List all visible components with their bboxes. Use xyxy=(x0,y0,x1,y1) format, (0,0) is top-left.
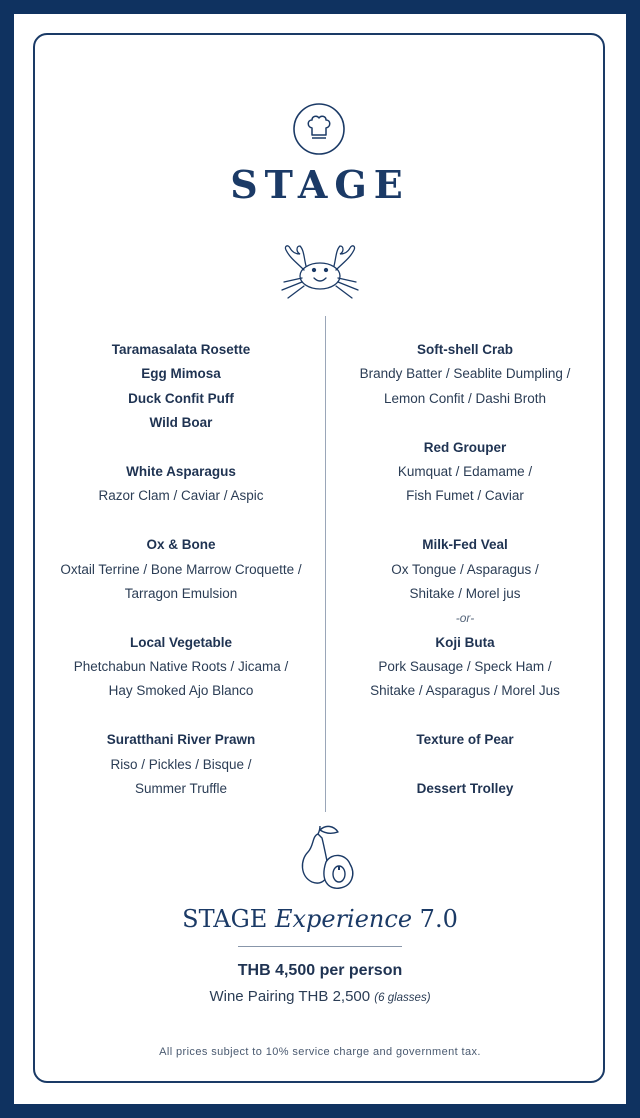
course-description: Hay Smoked Ajo Blanco xyxy=(108,683,254,699)
course-gap xyxy=(315,411,615,435)
course-title: Texture of Pear xyxy=(416,732,514,748)
or-separator: -or- xyxy=(455,611,475,626)
course-title: Red Grouper xyxy=(423,439,507,455)
left-menu-column xyxy=(31,338,331,801)
crab-icon xyxy=(274,240,366,304)
experience-version: 7.0 xyxy=(419,905,458,933)
course-gap xyxy=(31,509,331,533)
course-description: Kumquat / Edamame / xyxy=(397,463,533,479)
course-gap xyxy=(31,704,331,728)
course-description: Razor Clam / Caviar / Aspic xyxy=(98,488,264,504)
course-title: Wild Boar xyxy=(149,415,213,431)
course-title: Suratthani River Prawn xyxy=(106,732,256,748)
course-description: Summer Truffle xyxy=(134,781,228,797)
course-title: Dessert Trolley xyxy=(416,781,514,797)
course-description: Ox Tongue / Asparagus / xyxy=(391,561,539,577)
course-title: Soft-shell Crab xyxy=(416,342,513,357)
course-title: White Asparagus xyxy=(126,463,236,479)
course-title: Ox & Bone xyxy=(146,537,216,553)
footnote: All prices subject to 10% service charge and government tax. xyxy=(159,1046,481,1058)
course-description: Shitake / Morel jus xyxy=(409,585,521,601)
price-text: THB 4,500 per person xyxy=(237,962,403,979)
course-title: Local Vegetable xyxy=(129,634,233,650)
course-description: Fish Fumet / Caviar xyxy=(406,488,524,504)
course-title: Milk-Fed Veal xyxy=(422,537,508,553)
course-description: Lemon Confit / Dashi Broth xyxy=(383,390,547,406)
course-description: Riso / Pickles / Bisque / xyxy=(110,756,252,772)
wine-pairing-text: Wine Pairing THB 2,500 xyxy=(209,988,371,1005)
course-description: Brandy Batter / Seablite Dumpling / xyxy=(359,366,571,382)
chef-hat-icon xyxy=(292,102,346,156)
course-title: Duck Confit Puff xyxy=(128,390,234,406)
course-gap xyxy=(31,436,331,460)
course-title: Egg Mimosa xyxy=(141,366,221,382)
course-gap xyxy=(315,753,615,777)
pear-icon xyxy=(292,822,364,894)
wine-pairing-note: (6 glasses) xyxy=(374,992,431,1004)
course-gap xyxy=(315,509,615,533)
experience-title xyxy=(0,905,640,933)
course-title: Koji Buta xyxy=(435,634,495,650)
course-description: Oxtail Terrine / Bone Marrow Croquette / xyxy=(60,561,302,577)
course-description: Phetchabun Native Roots / Jicama / xyxy=(73,659,289,675)
experience-name: STAGE xyxy=(182,905,268,933)
course-title: Taramasalata Rosette xyxy=(111,342,251,357)
course-description: Pork Sausage / Speck Ham / xyxy=(378,659,552,675)
price-rule xyxy=(238,946,402,947)
wine-pairing xyxy=(0,988,640,1005)
brand-title: STAGE xyxy=(230,162,410,207)
experience-italic: Experience xyxy=(274,905,413,933)
course-description: Tarragon Emulsion xyxy=(124,585,238,601)
course-gap xyxy=(31,606,331,630)
course-gap xyxy=(315,704,615,728)
course-description: Shitake / Asparagus / Morel Jus xyxy=(370,683,560,699)
right-menu-column xyxy=(315,338,615,801)
